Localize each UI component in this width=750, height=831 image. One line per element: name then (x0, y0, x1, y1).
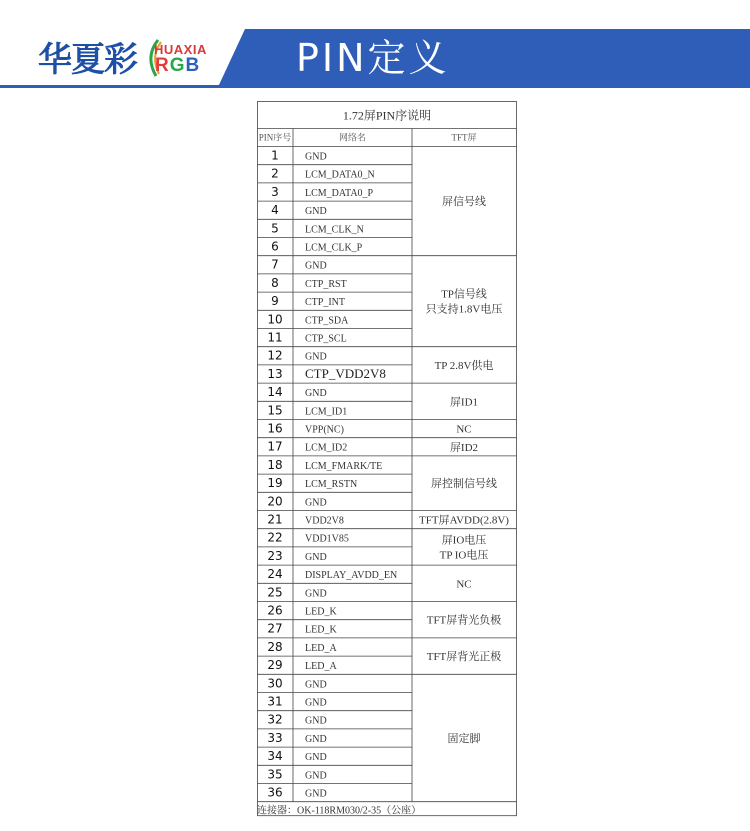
pin-number: 13 (267, 366, 283, 381)
pin-net-name: LCM_DATA0_P (305, 187, 374, 199)
pin-net-name: GND (305, 551, 327, 563)
connector-note: 连接器：OK-118RM030/2-35（公座） (257, 805, 422, 817)
pin-net-name: CTP_VDD2V8 (305, 365, 386, 381)
pin-net-name: CTP_SCL (305, 333, 347, 345)
table-title: 1.72屏PIN序说明 (342, 108, 432, 123)
pin-net-name: GND (305, 588, 327, 600)
pin-net-name: GND (305, 679, 327, 691)
pin-net-name: GND (305, 733, 327, 745)
pin-net-name: VDD2V8 (305, 515, 344, 527)
pin-number: 33 (267, 730, 283, 745)
pin-number: 30 (267, 676, 283, 691)
pin-number: 36 (267, 785, 283, 800)
pin-number: 1 (271, 148, 279, 163)
pin-definition-table (257, 101, 517, 831)
pin-number: 15 (267, 403, 283, 418)
pin-number: 3 (271, 184, 279, 199)
pin-number: 10 (267, 312, 283, 327)
pin-number: 27 (267, 621, 283, 636)
pin-number: 4 (271, 203, 279, 218)
pin-net-name: GND (305, 697, 327, 709)
table-border (258, 102, 517, 816)
pin-net-name: GND (305, 788, 327, 800)
page-title: PIN定义 (296, 36, 450, 80)
pin-number: 8 (271, 275, 279, 290)
pin-net-name: GND (305, 497, 327, 509)
logo-huaxia-text: HUAXIA (154, 42, 207, 57)
pin-number: 12 (267, 348, 283, 363)
tft-group-label: TFT屏AVDD(2.8V) (419, 514, 509, 527)
tft-group-label: TFT屏背光正极 (426, 651, 502, 664)
pin-net-name: LCM_ID1 (305, 406, 348, 418)
pin-net-name: GND (305, 752, 327, 764)
tft-group-label: 屏控制信号线 (431, 478, 497, 491)
pin-number: 24 (267, 567, 283, 582)
pin-number: 28 (267, 639, 283, 654)
tft-group-label: 只支持1.8V电压 (425, 303, 503, 316)
logo-rgb-text: RGB (155, 55, 201, 76)
pin-number: 9 (271, 294, 279, 309)
pin-net-name: LCM_CLK_P (305, 242, 363, 254)
pin-net-name: LCM_RSTN (305, 479, 358, 491)
pin-net-name: LED_A (305, 661, 337, 673)
tft-group-label: 固定脚 (447, 733, 481, 745)
pin-net-name: GND (305, 260, 327, 272)
pin-net-name: GND (305, 351, 327, 363)
tft-group-label: 屏信号线 (442, 196, 486, 209)
pin-number: 7 (271, 257, 279, 272)
header-tft: TFT屏 (451, 132, 477, 143)
pin-number: 16 (267, 421, 283, 436)
pin-net-name: GND (305, 206, 327, 218)
tft-group-label: TP IO电压 (439, 549, 489, 562)
pin-net-name: LCM_DATA0_N (305, 169, 375, 181)
pin-number: 14 (267, 385, 283, 400)
tft-group-label: 屏IO电压 (441, 534, 487, 547)
pin-number: 25 (267, 585, 283, 600)
pin-net-name: GND (305, 715, 327, 727)
pin-number: 35 (267, 767, 283, 782)
pin-net-name: VDD1V85 (305, 533, 349, 545)
brand-logo (38, 34, 218, 84)
pin-number: 26 (267, 603, 283, 618)
pin-number: 23 (267, 548, 283, 563)
pin-number: 5 (271, 221, 279, 236)
pin-net-name: CTP_INT (305, 297, 345, 309)
pin-number: 17 (267, 439, 283, 454)
pin-net-name: GND (305, 151, 327, 163)
pin-net-name: GND (305, 388, 327, 400)
pin-net-name: CTP_RST (305, 278, 347, 290)
pin-number: 19 (267, 476, 283, 491)
tft-group-label: 屏ID2 (449, 441, 479, 454)
pin-net-name: LED_K (305, 624, 337, 636)
pin-number: 32 (267, 712, 283, 727)
pin-number: 20 (267, 494, 283, 509)
tft-group-label: TFT屏背光负极 (426, 614, 502, 627)
pin-number: 11 (267, 330, 283, 345)
pin-table-svg (257, 101, 517, 831)
pin-net-name: DISPLAY_AVDD_EN (305, 570, 398, 582)
pin-net-name: VPP(NC) (305, 424, 344, 436)
header-underline (0, 85, 750, 88)
tft-group-label: 屏ID1 (449, 396, 479, 409)
pin-number: 6 (271, 239, 279, 254)
pin-number: 2 (271, 166, 279, 181)
pin-net-name: CTP_SDA (305, 315, 349, 327)
pin-net-name: LED_A (305, 642, 337, 654)
pin-net-name: LCM_FMARK/TE (305, 460, 383, 472)
pin-net-name: GND (305, 770, 327, 782)
header-pin: PIN序号 (258, 132, 292, 143)
pin-net-name: LED_K (305, 606, 337, 618)
logo-chinese-text: 华夏彩 (38, 40, 137, 80)
pin-number: 22 (267, 530, 283, 545)
pin-number: 21 (267, 512, 283, 527)
pin-number: 29 (267, 658, 283, 673)
page-header (0, 0, 750, 90)
pin-number: 34 (267, 749, 283, 764)
header-net: 网络名 (338, 132, 367, 143)
tft-group-label: TP 2.8V供电 (434, 359, 494, 372)
tft-group-label: NC (456, 423, 472, 436)
tft-group-label: NC (456, 578, 472, 591)
pin-net-name: LCM_ID2 (305, 442, 348, 454)
pin-net-name: LCM_CLK_N (305, 224, 364, 236)
tft-group-label: TP信号线 (441, 288, 487, 301)
pin-number: 31 (267, 694, 283, 709)
pin-number: 18 (267, 457, 283, 472)
